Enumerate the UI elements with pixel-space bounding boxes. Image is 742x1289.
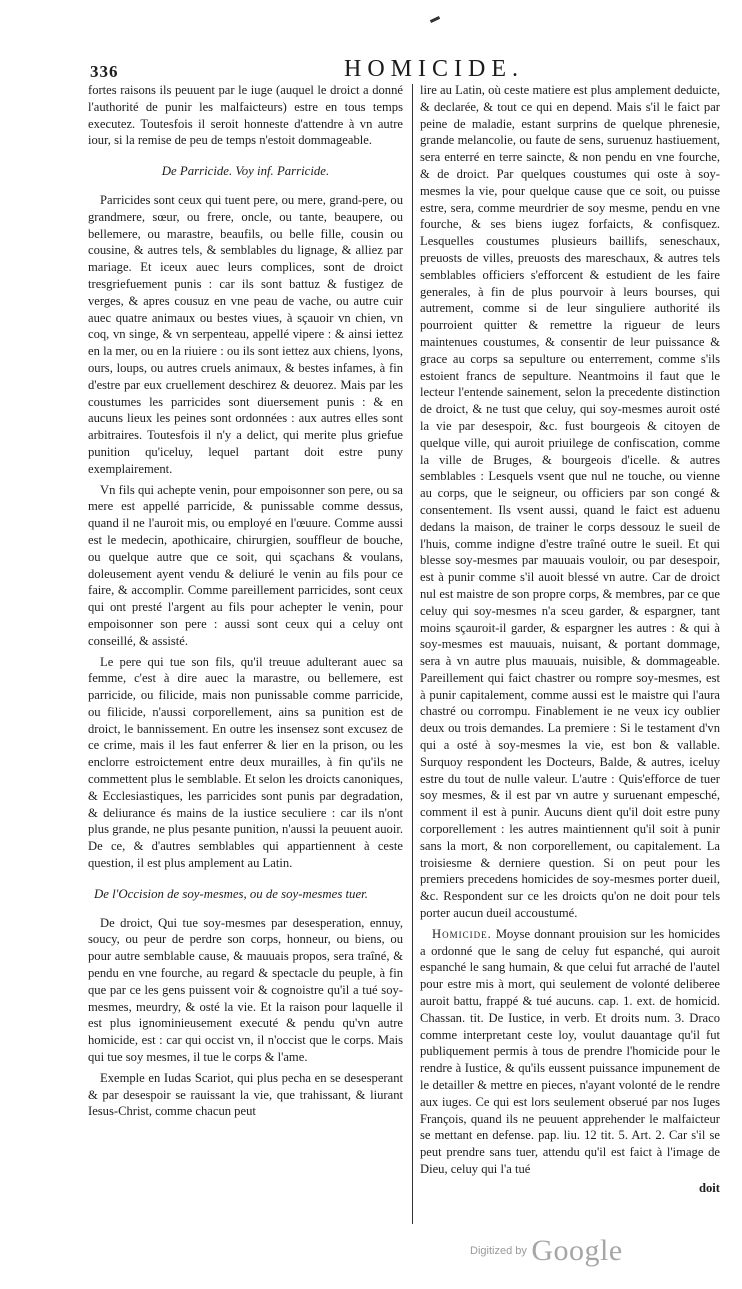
paragraph: Le pere qui tue son fils, qu'il treuue adulterant auec sa femme, c'est à dire auec la marastre, ou bellemere, est parricide, ou filicide, mais non punissable comme parricide, ou filicide, n'aussi corporellement, ains sa punition est de droict, le bannissement. En outre les insensez sont excusez de ce crime, mais il les faut enferrer & lier en la prison, ou les enclorre estroictement entre deux murailles, à fin qu'ils ne commettent plus le semblable. Et selon les droicts canoniques, & Ecclesiastiques, les parricides sont punis par degradation, & deliurance és mains de la iustice seculiere : car ils n'ont plus grande, ne plus pesante punition, n'aussi la peuuent auoir. De ce, & d'autres semblables qui appartiennent à ceste question, il est plus amplement au Latin. — [88, 654, 403, 871]
paragraph-homicide — [420, 926, 720, 1178]
paragraph: De droict, Qui tue soy-mesmes par desesperation, ennuy, soucy, ou peur de perdre son corps, honneur, ou biens, ou pour autre semblable cause, & mauuais propos, sera traîné, & pendu en vne fourche, au regard & spectacle du peuple, à fin que par ce les gens puissent voir & cognoistre qu'il a tué soy-mesmes, meurdry, & osté la vie. Et la raison pour laquelle il est plus ignominieusement executé & pendu qu'vn autre homicide, est : car qui occist vn, il n'occist que le corps. Mais qui tue soy mesmes, il tue le corps & l'ame. — [88, 915, 403, 1065]
digitized-by-label: Digitized by — [470, 1245, 527, 1257]
page-number: 336 — [90, 62, 119, 81]
column-divider — [412, 84, 413, 1224]
left-column — [88, 82, 403, 1227]
section-heading-parricide: De Parricide. Voy inf. Parricide. — [161, 164, 330, 179]
page-header — [84, 54, 724, 84]
entry-lead: Homicide. — [432, 926, 492, 941]
google-logo: Google — [531, 1234, 623, 1267]
paragraph: Parricides sont ceux qui tuent pere, ou mere, grand-pere, ou grandmere, sœur, ou frere, oncle, ou tante, beaupere, ou bellemere, ou marastre, beaufils, ou belle fille, cousin ou cousine, & autres tels, & semblables du lignage, & alliez par mariage. Et iceux auec leurs complices, sont de droict tresgriefuement punis : car ils sont battuz & fustigez de verges, & apres cousuz en vne peau de vache, ou autre cuir auec quatre animaux ou bestes viues, à sçauoir vn chien, vn coq, vn singe, & vn serpenteau, appellé vipere : & ainsi iettez en la mer, ou en la riuiere : ou ils sont iettez aux chiens, lyons, ours, loups, ou autres cruels animaux, & bestes infames, à fin d'estre par eux cruellement deschirez & deuorez. Mais par les coustumes les parricides sont diuersement punis : & en aucuns lieux les peines sont ordonnées : aux autres elles sont arbitraires. Toutesfois il n'y a delict, qui merite plus griefue punition qu'iceluy, lequel partant doit estre puny exemplairement. — [88, 192, 403, 476]
right-column — [420, 82, 720, 1227]
paragraph: lire au Latin, où ceste matiere est plus amplement deduicte, & declarée, & tout ce qui en depend. Mais s'il le faict par peine de maladie, estant surprins de quelque phrenesie, grande melancolie, ou faute de sens, suruenuz hastiuement, sera enterré en terre saincte, & non pendu en vne fourche, & de droict. Par quelques coustumes qui oste à soy-mesmes la vie, pour quelque cause que ce soit, ou puisse estre, sera, comme meurdrier de soy mesme, pendu en vne fourche, & ses biens iugez forfaicts, & confisquez. Lesquelles coustumes plusieurs baillifs, seneschaux, preuosts de villes, preuosts des mareschaux, & autres tels semblables officiers s'efforcent & estudient de les faire generales, à fin de plus pourvoir à leurs bourses, qui autrement, comme si de leur singuliere authorité ils pourroient quitter & remettre la rigueur de leurs maintenues coustumes, & consentir de leur puissance & grace au corps sa sepulture ou enterrement, comme s'ils estoient francs de sepulture. Neantmoins il faut que le lecteur l'entende sainement, selon la precedente distinction de droict, & ne tust que celuy, qui soy-mesmes auroit osté la vie par desespoir, &c. fust bourgeois & citoyen de quelque ville, qui auroit priuilege de confiscation, comme la ville de Bruges, & bourgeois d'icelle. & autres semblables : Lesquels vsent que nul ne touche, ou vienne au corps, que le seigneur, ou officiers par son congé & consentement. Ils vsent aussi, quand le faict est aduenu dedans la maison, de trainer le corps dessouz le sueil de l'huis, comme indigne d'estre traîné outre le sueil. Et qui blesse soy-mesmes par mauuais vouloir, ou par desespoir, est à punir comme s'il auoit blessé vn autre. Car de droict nul est maistre de son propre corps, & membres, par ce que celuy qui soy-mesmes n'a sceu garder, & espargner, tant moins sçauroit-il garder, & espargner les autres : & qui à soy-mesmes est mauuais, nuisant, & portant dommage, sera à vn autre plus mauuais, nuisible, & dommageable. Pareillement qui faict chastrer ou rompre soy-mesmes, est à punir capitalement, comme aussi est le maistre qui l'aura chastré ou corrompu. Finablement ie ne veux icy oublier deux ou trois demandes. La premiere : Si le testament d'vn qui a osté à soy-mesmes la vie, est bon & vallable. Surquoy respondent les Docteurs, Balde, & autres, iceluy estre du tout de nulle valeur. L'autre : Quis'efforce de tuer soy mesmes, & il est par vn autre y suruenant empesché, comment il est à punir. Aucuns dient qu'il doit estre puny corporellement : les autres maintiennent qu'il soit à punir sans la mort, & non corporellement, ou capitalement. La troisiesme & derniere question. Si on peut pour les premiers precedens homicides de soy-mesmes porter dueil, &c. Respondent sur ce les droicts qu'on ne doit pour tels porter aucun dueil accoustumé. — [420, 83, 720, 921]
paragraph: Exemple en Iudas Scariot, qui plus pecha en se desesperant & par desespoir se rauissant la vie, que trahissant, & liurant Iesus-Christ, comme chacun peut — [88, 1070, 403, 1119]
paragraph: fortes raisons ils peuuent par le iuge (auquel le droict a donné l'authorité de punir les malfaicteurs) estre en tous temps executez. Toutesfois il seroit honneste d'attendre à vn autre iour, si la remise de peu de temps n'estoit dommageable. — [88, 83, 403, 148]
running-title: HOMICIDE. — [344, 56, 524, 82]
ink-mark — [430, 16, 440, 23]
catchword: doit — [699, 1180, 720, 1195]
digitization-watermark — [470, 1234, 623, 1268]
paragraph-text: Moyse donnant prouision sur les homicides a ordonné que le sang de celuy fut espanché, qui auroit espanché le sang humain, & que celui fut arraché de l'autel pour estre mis à mort, qui seulement de volonté deliberee auroit battu, frappé & tué aucuns. cap. 1. ext. de homicid. Chassan. tit. De Iustice, in verb. Et droits num. 3. Draco comme interpretant ceste loy, voulut dauantage qu'il fut publiquement permis à tous de prendre l'homicide pour le rendre à Iustice, & qu'ils eussent puissance impunement de le detailler & mettre en pieces, n'ayant volonté de le rendre aux iuges. Ce qui est lors seulement obserué par nos Iuges François, quand ils ne peuuent apprehender le malfaicteur se mettant en defense. pap. liu. 12 tit. 5. Art. 2. Car s'il se peut prendre sans tuer, attendu qu'il est faict à l'image de Dieu, celuy qui l'a tué — [420, 926, 720, 1176]
section-heading-suicide: De l'Occision de soy-mesmes, ou de soy-mesmes tuer. — [94, 886, 368, 901]
paragraph: Vn fils qui achepte venin, pour empoisonner son pere, ou sa mere est appellé parricide, & punissable comme dessus, quand il ne l'auroit mis, ou employé en l'œuure. Comme aussi est le medecin, apothicaire, chirurgien, souffleur de bouche, ou quelque autre que ce soit, qui sçachans & voulans, doleusement ayent vendu & deliuré le venin au fils pour ce faire, & accomplir. Comme pareillement parricides, sont ceux qui ont presté l'argent au fils pour achepter le venin, pour empoisonner son pere : aussi sont ceux qui a celuy ont conseillé, & assisté. — [88, 482, 403, 648]
